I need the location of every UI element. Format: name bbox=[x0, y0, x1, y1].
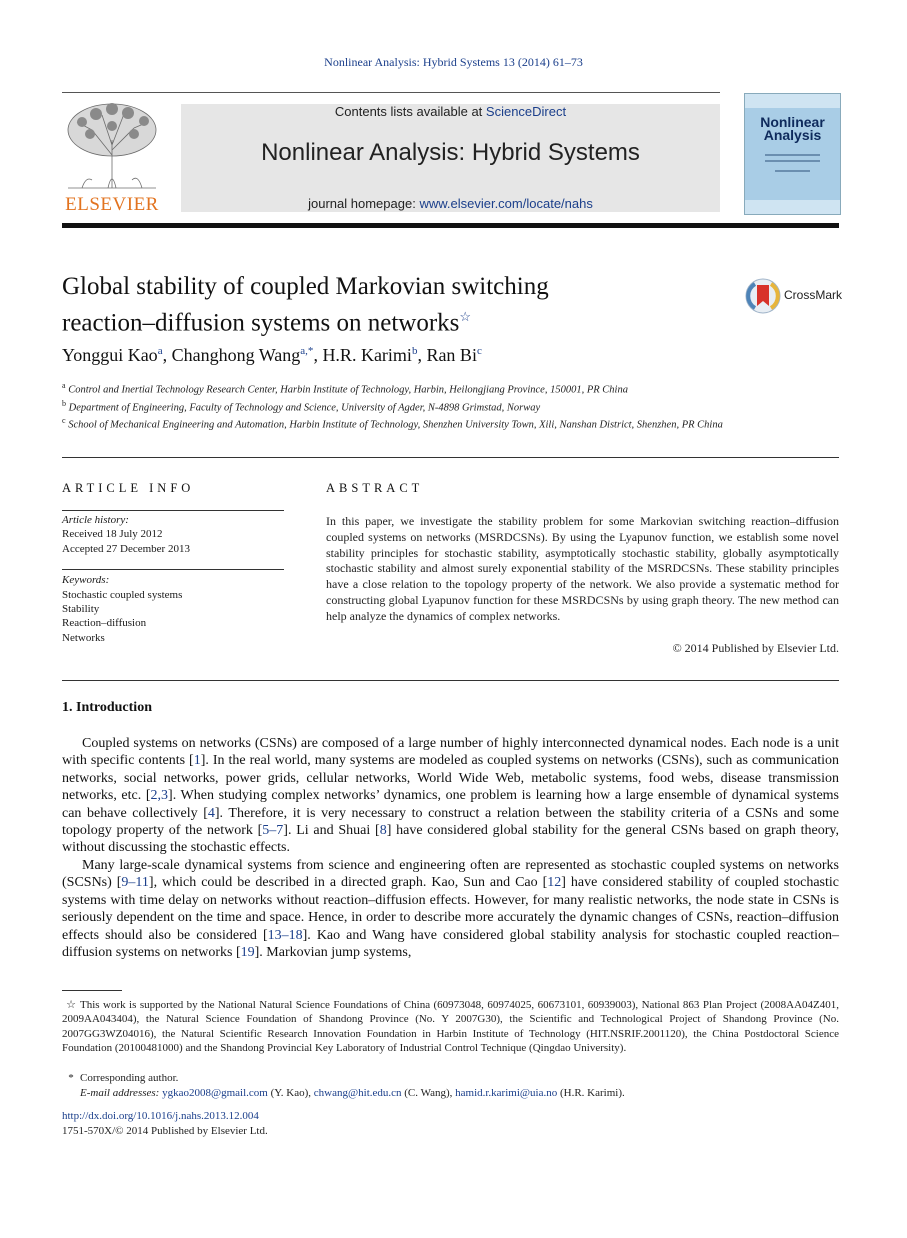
paragraph-text: Many large-scale dynamical systems from science and engineering often are represented as stochastic coupled systems on networks (SCSNs) [ bbox=[62, 858, 839, 891]
author-list bbox=[62, 345, 482, 366]
article-title-line-1: Global stability of coupled Markovian switching bbox=[62, 273, 549, 300]
cover-line-3 bbox=[775, 170, 810, 172]
author-affil-sup[interactable]: c bbox=[476, 345, 482, 357]
footnote-rule bbox=[62, 990, 122, 991]
keyword-item: Stochastic coupled systems bbox=[62, 589, 183, 601]
citation-ref-link[interactable]: 2,3 bbox=[150, 788, 169, 804]
abstract-copyright: © 2014 Published by Elsevier Ltd. bbox=[672, 641, 839, 655]
elsevier-tree-icon bbox=[62, 100, 162, 192]
affiliation-a bbox=[62, 378, 742, 398]
affiliation-text: Department of Engineering, Faculty of Technology and Science, University of Agder, N-4898 Grimstad, Norway bbox=[68, 402, 541, 414]
citation-ref-link[interactable]: 4 bbox=[207, 805, 215, 821]
cover-top-band bbox=[745, 94, 840, 108]
abstract-rule bbox=[62, 680, 839, 681]
received-date: Received 18 July 2012 bbox=[62, 528, 163, 540]
email-link-wang[interactable]: chwang@hit.edu.cn bbox=[313, 1087, 402, 1099]
journal-cover-thumbnail[interactable] bbox=[744, 93, 841, 215]
elsevier-wordmark: ELSEVIER bbox=[65, 194, 159, 215]
author-separator: , bbox=[313, 345, 323, 365]
citation-ref-link[interactable]: 8 bbox=[379, 823, 387, 839]
author-separator: , bbox=[162, 345, 172, 365]
issn-copyright-line: 1751-570X/© 2014 Published by Elsevier Ltd. bbox=[62, 1125, 268, 1137]
crossmark-label: CrossMark bbox=[784, 288, 843, 302]
keyword-item: Stability bbox=[62, 603, 100, 615]
paragraph-text: ]. When studying complex networks’ dynamics, one problem is learning how a large ensemble of dynamical systems can behave collectively [ bbox=[62, 788, 839, 821]
author-affil-sup[interactable]: a bbox=[157, 345, 163, 357]
email-link-kao[interactable]: ygkao2008@gmail.com bbox=[162, 1087, 268, 1099]
affiliation-sup: c bbox=[62, 416, 66, 425]
email-owner: (C. Wang), bbox=[401, 1087, 456, 1099]
article-info-heading: ARTICLE INFO bbox=[62, 481, 195, 495]
abstract-text: In this paper, we investigate the stability problem for some Markovian switching reaction–diffusion coupled systems on networks (MSRDCSNs). By using the Lyapunov function, we establish some novel stability principles for stochastic stability, asymptotically stochastic stability, globally asymptotically stochastic stability and almost surely exponential stability of the MSRDCSNs. These stability principles have a close relation to the topology property of the network. We also provide a systematic method for constructing global Lyapunov function for these MSRDCSNs by using graph theory. The new method can help analyze the dynamics of complex networks. bbox=[326, 514, 839, 623]
accepted-date: Accepted 27 December 2013 bbox=[62, 543, 190, 555]
keywords-label: Keywords: bbox=[62, 574, 110, 586]
header-top-rule bbox=[62, 92, 720, 93]
paragraph-text: ]. In the real world, many systems are modeled as coupled systems on networks (CSNs), such as communication networks, social networks, power grids, cellular networks, World Wide Web, metabolic systems, food webs, disease transmission networks, etc. [ bbox=[62, 753, 839, 804]
citation-ref-link[interactable]: 9–11 bbox=[121, 875, 149, 891]
citation-ref-link[interactable]: 12 bbox=[547, 875, 562, 891]
affiliation-text: School of Mechanical Engineering and Automation, Harbin Institute of Technology, Shenzhen University Town, Xili, Nanshan District, Shenzhen, PR China bbox=[68, 419, 723, 431]
journal-homepage-link[interactable]: www.elsevier.com/locate/nahs bbox=[419, 196, 593, 211]
section-heading-introduction: 1. Introduction bbox=[62, 700, 152, 715]
paragraph-text: ]. Markovian jump systems, bbox=[254, 945, 412, 961]
corresponding-author-note bbox=[62, 1071, 839, 1085]
journal-title: Nonlinear Analysis: Hybrid Systems bbox=[261, 139, 640, 166]
email-addresses bbox=[62, 1086, 839, 1100]
article-history-label: Article history: bbox=[62, 514, 129, 526]
keyword-item: Networks bbox=[62, 632, 105, 644]
intro-paragraph-2 bbox=[62, 857, 839, 961]
contents-availability-line bbox=[181, 104, 720, 119]
email-link-karimi[interactable]: hamid.r.karimi@uia.no bbox=[455, 1087, 558, 1099]
email-owner: (H.R. Karimi). bbox=[557, 1087, 625, 1099]
article-title bbox=[62, 272, 682, 338]
abstract-heading: ABSTRACT bbox=[326, 481, 424, 495]
author-affil-sup[interactable]: a,* bbox=[300, 345, 314, 357]
citation-ref-link[interactable]: 1 bbox=[193, 753, 201, 769]
journal-citation-link[interactable]: Nonlinear Analysis: Hybrid Systems 13 (2014) 61–73 bbox=[324, 55, 583, 69]
author-name: Yonggui Kao bbox=[62, 345, 158, 365]
paragraph-text: ]. Li and Shuai [ bbox=[283, 823, 380, 839]
paragraph-text: ] have considered stability of coupled stochastic systems with time delay on networks without reaction–diffusion effects. However, for many realistic networks, the node state in CSNs is seriously dependent on the time and space. Hence, in order to describe more accurately the dynamic changes of CSNs, reaction–diffusion effects should also be considered [ bbox=[62, 875, 840, 943]
keyword-item: Reaction–diffusion bbox=[62, 617, 147, 629]
contents-prefix: Contents lists available at bbox=[334, 104, 486, 119]
corresponding-text: Corresponding author. bbox=[80, 1072, 179, 1084]
affiliation-sup: b bbox=[62, 399, 66, 408]
intro-paragraph-1 bbox=[62, 735, 839, 857]
paragraph-text: Coupled systems on networks (CSNs) are composed of a large number of highly interconnected dynamical nodes. Each node is a unit with specific contents [ bbox=[62, 736, 839, 769]
author-separator: , bbox=[417, 345, 427, 365]
affiliation-c bbox=[62, 413, 742, 433]
affiliation-sup: a bbox=[62, 381, 66, 390]
email-label: E-mail addresses: bbox=[80, 1087, 163, 1099]
affiliation-rule bbox=[62, 457, 839, 458]
author-name: Changhong Wang bbox=[171, 345, 301, 365]
funding-footnote-marker[interactable]: ☆ bbox=[459, 309, 472, 324]
cover-line-1 bbox=[765, 154, 820, 156]
funding-footnote bbox=[62, 998, 839, 1055]
paragraph-text: ]. Therefore, it is very necessary to construct a relation between the stability criteria of a CSNs and some topology property of the network [ bbox=[62, 805, 839, 839]
cover-bottom-band bbox=[745, 200, 840, 214]
funding-footnote-mark: ☆ bbox=[66, 999, 76, 1011]
citation-ref-link[interactable]: 5–7 bbox=[262, 823, 284, 839]
article-info-rule bbox=[62, 510, 284, 511]
email-owner: (Y. Kao), bbox=[267, 1087, 314, 1099]
crossmark-icon bbox=[745, 278, 781, 314]
sciencedirect-link[interactable]: ScienceDirect bbox=[485, 104, 567, 119]
journal-homepage-line bbox=[181, 196, 720, 211]
article-title-line-2: reaction–diffusion systems on networks bbox=[62, 309, 460, 337]
citation-ref-link[interactable]: 19 bbox=[240, 945, 255, 961]
funding-footnote-text: This work is supported by the National Natural Science Foundations of China (60973048, 60974025, 60673101, 60939003), National 863 Plan Project (2008AA04Z401, 2009AA043404), the Natural Science Foundation of Shandong Province (No. Y 2007G30), the Scientific and Technological Project of Shandong Province (No. 2007GG3WZ04016), the Natural Scientific Research Innovation Foundation in Harbin Institute of Technology (HIT.NSRIF.2001120), the China Postdoctoral Science Foundation (20100481000) and the Shandong Provincial Key Laboratory of Industrial Control Technique (Qingdao University). bbox=[62, 999, 839, 1054]
affiliation-text: Control and Inertial Technology Research Center, Harbin Institute of Technology, Harbin, Heilongjiang Province, 150001, PR China bbox=[68, 384, 628, 396]
paragraph-text: ], which could be described in a directed graph. Kao, Sun and Cao [ bbox=[148, 875, 548, 891]
corresponding-mark: * bbox=[68, 1072, 74, 1084]
author-name: H.R. Karimi bbox=[322, 345, 412, 365]
cover-line-2 bbox=[765, 160, 820, 162]
paragraph-text: ] have considered global stability for the general CSNs based on graph theory, without discussing the stochastic effects. bbox=[62, 823, 839, 856]
cover-title: Nonlinear Analysis bbox=[760, 114, 825, 143]
header-thick-rule bbox=[62, 223, 839, 228]
author-affil-sup[interactable]: b bbox=[411, 345, 418, 357]
keywords-rule bbox=[62, 569, 284, 570]
citation-ref-link[interactable]: 13–18 bbox=[267, 927, 303, 943]
author-name: Ran Bi bbox=[426, 345, 477, 365]
paragraph-text: ]. Kao and Wang have considered global stability analysis for stochastic coupled reaction–diffusion systems on networks [ bbox=[62, 927, 839, 961]
doi-link[interactable]: http://dx.doi.org/10.1016/j.nahs.2013.12.004 bbox=[62, 1110, 259, 1122]
homepage-prefix: journal homepage: bbox=[308, 196, 420, 211]
